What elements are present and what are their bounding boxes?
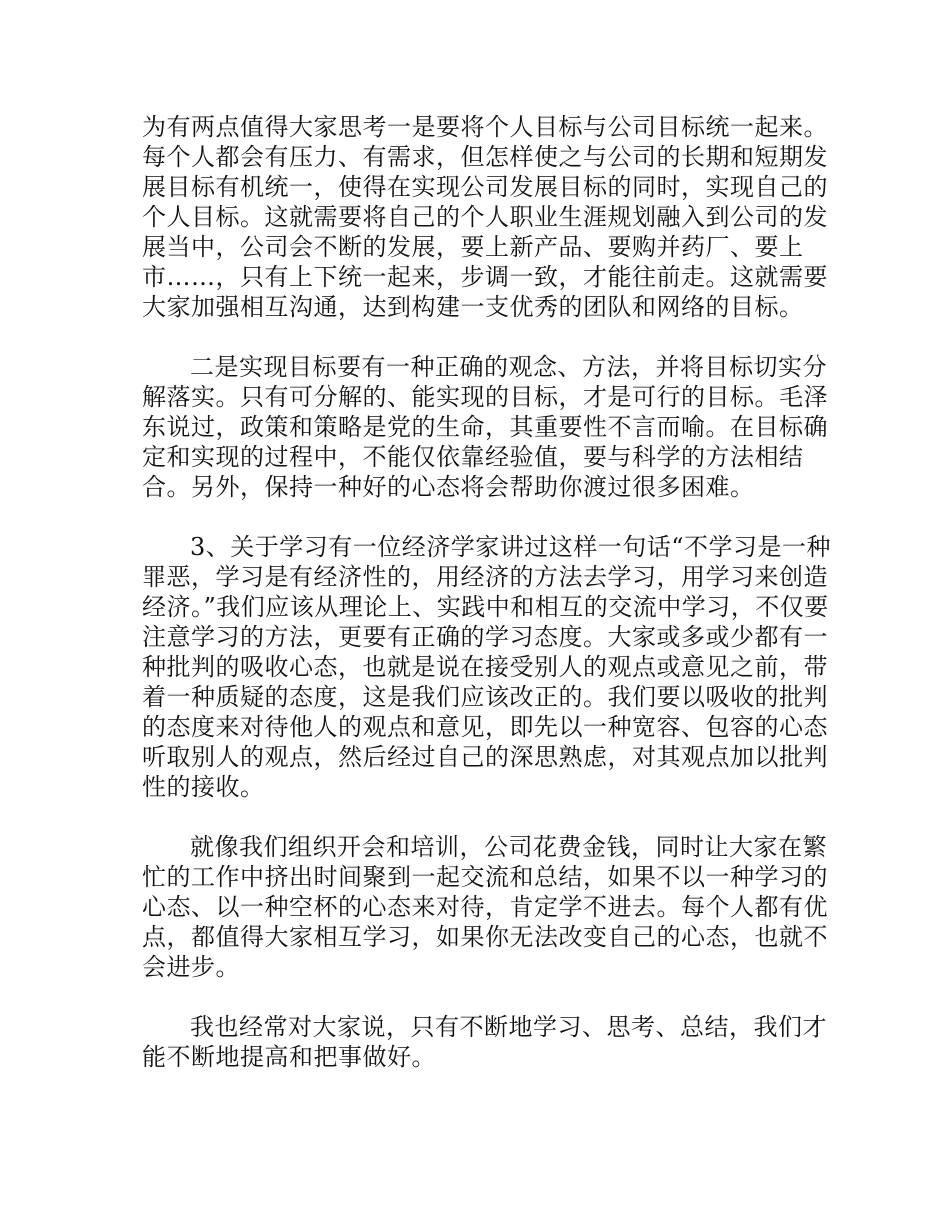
paragraph-goal-unification: 为有两点值得大家思考一是要将个人目标与公司目标统一起来。每个人都会有压力、有需求，但怎样使之与公司的长期和短期发展目标有机统一，使得在实现公司发展目标的同时，实现自己的个人目标。这就需要将自己的个人职业生涯规划融入到公司的发展当中，公司会不断的发展，要上新产品、要购并药厂、要上市……，只有上下统一起来，步调一致，才能往前走。这就需要大家加强相互沟通，达到构建一支优秀的团队和网络的目标。 [142,113,828,321]
paragraph-closing: 我也经常对大家说，只有不断地学习、思考、总结，我们才能不断地提高和把事做好。 [142,1013,827,1071]
paragraph-correct-method: 二是实现目标要有一种正确的观念、方法，并将目标切实分解落实。只有可分解的、能实现的目标，才是可行的目标。毛泽东说过，政策和策略是党的生命，其重要性不言而喻。在目标确定和实现的过程中，不能仅依靠经验值，要与科学的方法相结合。另外，保持一种好的心态将会帮助你渡过很多困难。 [142,353,828,501]
paragraph-meetings-training: 就像我们组织开会和培训，公司花费金钱，同时让大家在繁忙的工作中挤出时间聚到一起交流和总结，如果不以一种学习的心态、以一种空杯的心态来对待，肯定学不进去。每个人都有优点，都值得大家相互学习，如果你无法改变自己的心态，也就不会进步。 [142,833,828,981]
paragraph-about-learning: 3、关于学习有一位经济学家讲过这样一句话“不学习是一种罪恶，学习是有经济性的，用经济的方法去学习，用学习来创造经济。”我们应该从理论上、实践中和相互的交流中学习，不仅要注意学习的方法，更要有正确的学习态度。大家或多或少都有一种批判的吸收心态，也就是说在接受别人的观点或意见之前，带着一种质疑的态度，这是我们应该改正的。我们要以吸收的批判的态度来对待他人的观点和意见，即先以一种宽容、包容的心态听取别人的观点，然后经过自己的深思熟虑，对其观点加以批判性的接收。 [142,533,832,801]
document-body [142,112,832,1102]
